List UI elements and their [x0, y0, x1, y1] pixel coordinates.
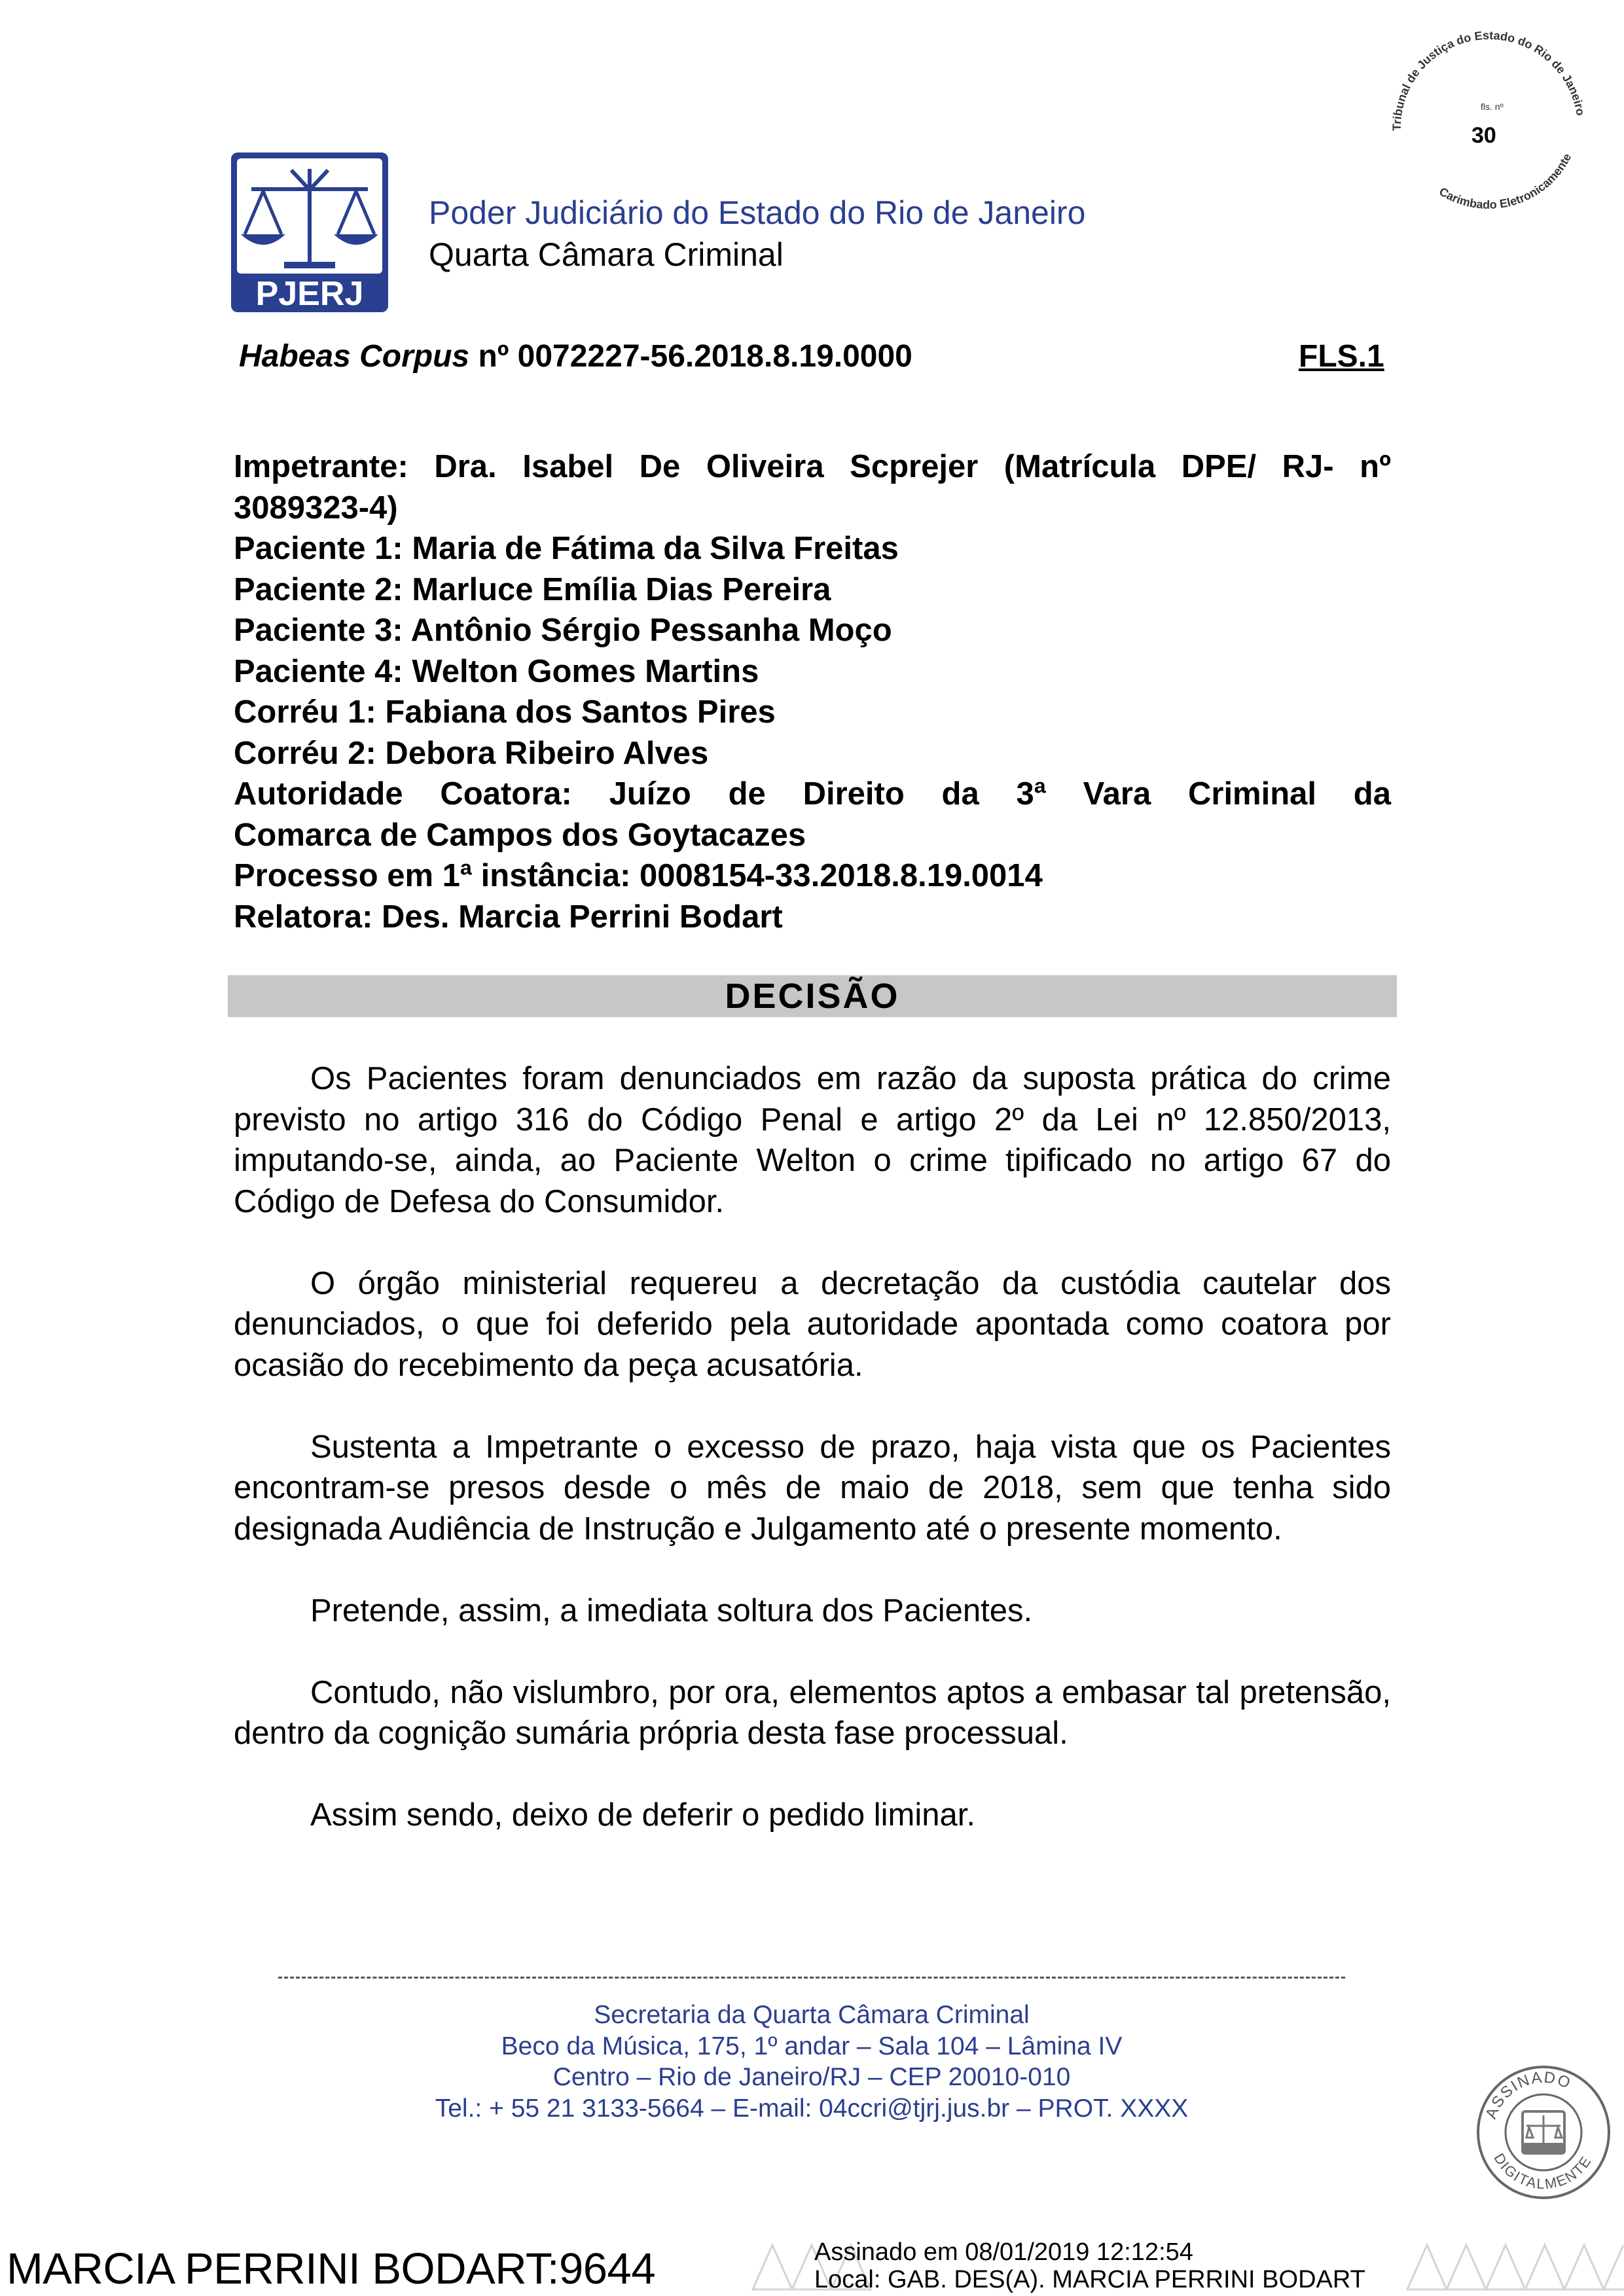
pjerj-logo — [229, 151, 390, 314]
impetrante-line-2: 3089323-4) — [234, 490, 398, 526]
paciente-1: Paciente 1: Maria de Fátima da Silva Freitas — [234, 531, 899, 566]
case-number-line — [239, 338, 912, 374]
paragraph-5: Contudo, não vislumbro, por ora, elementos aptos a embasar tal pretensão, dentro da cognição sumária própria desta fase processual. — [234, 1674, 1391, 1751]
footer-line-2: Beco da Música, 175, 1º andar – Sala 104 – Lâmina IV — [501, 2032, 1123, 2060]
signature-info — [814, 2238, 1365, 2293]
paragraph-2: O órgão ministerial requereu a decretação da custódia cautelar dos denunciados, o que foi deferido pela autoridade apontada como coatora por ocasião do recebimento da peça acusatória. — [234, 1265, 1391, 1383]
svg-text:DIGITALMENTE: DIGITALMENTE — [1490, 2150, 1595, 2193]
signature-local: Local: GAB. DES(A). MARCIA PERRINI BODART — [814, 2266, 1365, 2293]
signed-at: Assinado em 08/01/2019 12:12:54 — [814, 2238, 1193, 2266]
footer-divider — [278, 1977, 1345, 1979]
paragraph-1: Os Pacientes foram denunciados em razão da suposta prática do crime previsto no artigo 316 do Código Penal e artigo 2º da Lei nº 12.850/2013, imputando-se, ainda, ao Paciente Welton o crime tipificado no artigo 67 do Código de Defesa do Consumidor. — [234, 1061, 1391, 1219]
decision-title: DECISÃO — [725, 977, 900, 1016]
fls-label: FLS.1 — [1299, 339, 1384, 374]
correu-1: Corréu 1: Fabiana dos Santos Pires — [234, 694, 776, 730]
paragraph-4: Pretende, assim, a imediata soltura dos Pacientes. — [310, 1592, 1033, 1628]
paragraph-6: Assim sendo, deixo de deferir o pedido liminar. — [310, 1797, 975, 1833]
svg-text:Carimbado Eletronicamente: Carimbado Eletronicamente — [1437, 151, 1574, 211]
digital-signature-seal-icon — [1474, 2060, 1613, 2203]
footer-line-4: Tel.: + 55 21 3133-5664 – E-mail: 04ccri@tjrj.jus.br – PROT. XXXX — [435, 2094, 1189, 2123]
footer-address — [278, 2000, 1345, 2124]
parties-block — [234, 446, 1391, 937]
processo-line: Processo em 1ª instância: 0008154-33.2018.8.19.0014 — [234, 858, 1043, 893]
court-stamp-icon — [1381, 13, 1597, 223]
autoridade-line-2: Comarca de Campos dos Goytacazes — [234, 817, 806, 853]
svg-text:fls. nº: fls. nº — [1481, 101, 1504, 112]
logo-text: PJERJ — [255, 275, 364, 313]
footer-line-1: Secretaria da Quarta Câmara Criminal — [594, 2001, 1030, 2029]
paragraph-3: Sustenta a Impetrante o excesso de prazo, haja vista que os Pacientes encontram-se presos desde o mês de maio de 2018, sem que tenha sido designada Audiência de Instrução e Julgamento até o presente momento. — [234, 1429, 1391, 1547]
paciente-2: Paciente 2: Marluce Emília Dias Pereira — [234, 571, 831, 607]
svg-text:Tribunal de Justiça do Estado: Tribunal de Justiça do Estado do Rio de Janeiro — [1390, 28, 1587, 132]
organization-name: Poder Judiciário do Estado do Rio de Janeiro — [429, 194, 1086, 231]
page-number: 30 — [1471, 123, 1496, 148]
case-number: nº 0072227-56.2018.8.19.0000 — [478, 339, 912, 374]
autoridade-line-1: Autoridade Coatora: Juízo de Direito da 3ª Vara Criminal da — [234, 776, 1391, 812]
case-type: Habeas Corpus — [239, 339, 470, 374]
paciente-4: Paciente 4: Welton Gomes Martins — [234, 653, 759, 689]
signer-name: MARCIA PERRINI BODART:9644 — [7, 2244, 656, 2293]
correu-2: Corréu 2: Debora Ribeiro Alves — [234, 735, 709, 771]
decision-body — [234, 1058, 1391, 1876]
svg-text:ASSINADO: ASSINADO — [1482, 2068, 1574, 2122]
footer-line-3: Centro – Rio de Janeiro/RJ – CEP 20010-010 — [552, 2063, 1071, 2091]
impetrante-line-1: Impetrante: Dra. Isabel De Oliveira Scprejer (Matrícula DPE/ RJ- nº — [234, 449, 1391, 484]
relatora-line: Relatora: Des. Marcia Perrini Bodart — [234, 899, 783, 935]
chamber-name: Quarta Câmara Criminal — [429, 236, 784, 273]
paciente-3: Paciente 3: Antônio Sérgio Pessanha Moço — [234, 613, 892, 648]
